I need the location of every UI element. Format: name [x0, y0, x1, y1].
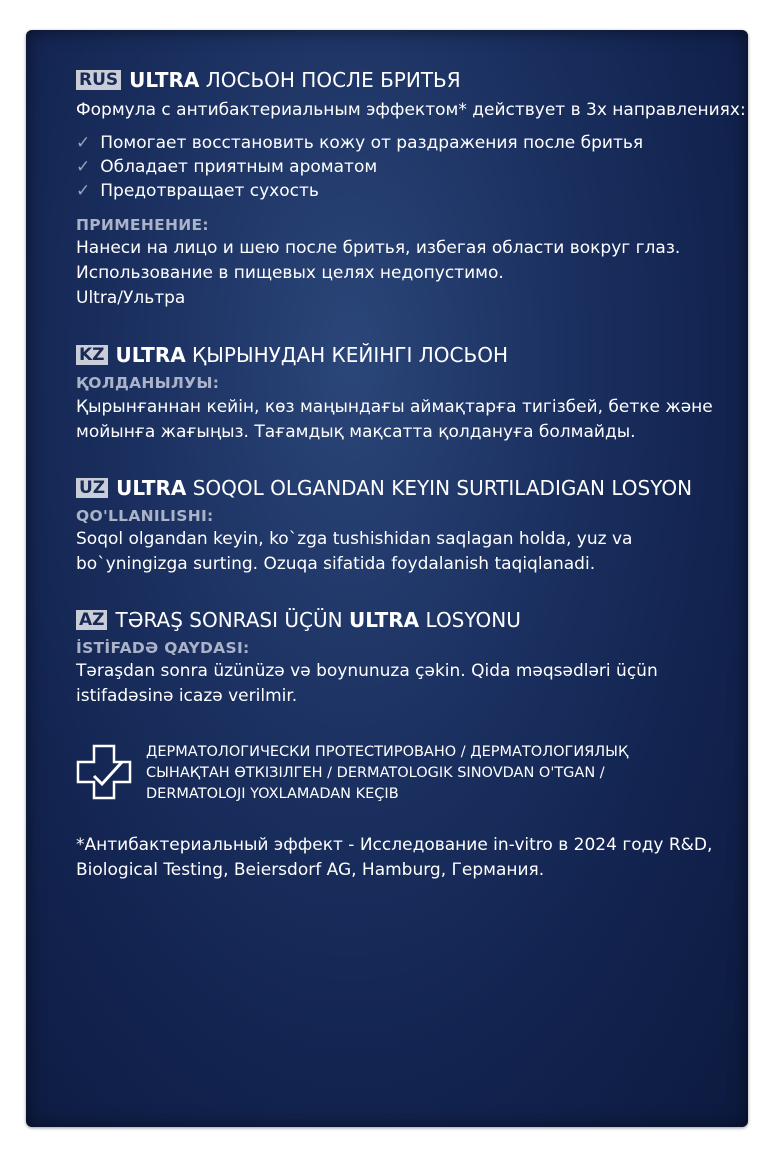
cert-line: ДЕРМАТОЛОГИЧЕСКИ ПРОТЕСТИРОВАНО / ДЕРМАТОЛОГИЯЛЫҚ [146, 744, 629, 760]
ru-intro: Формула с антибактериальным эффектом* действует в 3х направлениях: [76, 100, 746, 120]
check-icon: ✓ [76, 133, 91, 153]
uz-heading [76, 476, 692, 500]
kz-usage-line: мойынға жағыңыз. Тағамдық мақсатта қолдануға болмайды. [76, 422, 636, 442]
ru-title: ЛОСЬОН ПОСЛЕ БРИТЬЯ [199, 68, 461, 92]
az-usage-line: istifadəsinə icazə verilmir. [76, 686, 298, 706]
uz-brand: ULTRA [116, 476, 187, 500]
ru-brand: ULTRA [129, 68, 200, 92]
product-box-panel [26, 30, 748, 1127]
footnote-line: Biological Testing, Beiersdorf AG, Hamburg, Германия. [76, 860, 545, 880]
ru-bullet [76, 155, 377, 180]
ru-bullet-text: Предотвращает сухость [100, 181, 319, 201]
uz-usage-line: bo`yningizga surting. Ozuqa sifatida foydalanish taqiqlanadi. [76, 554, 596, 574]
ru-usage-line: Ultra/Ультра [76, 288, 186, 308]
uz-title: SOQOL OLGANDAN KEYIN SURTILADIGAN LOSYON [186, 476, 693, 500]
az-title-post: LOSYONU [419, 608, 521, 632]
ru-usage-line: Использование в пищевых целях недопустимо. [76, 263, 504, 283]
az-brand: ULTRA [348, 608, 420, 632]
cert-line: СЫНАҚТАН ӨТКІЗІЛГЕН / DERMATOLOGIK SINOVDAN O'TGAN / [146, 765, 605, 781]
kz-lang-tag: KZ [76, 345, 108, 365]
kz-title: ҚЫРЫНУДАН КЕЙІНГІ ЛОСЬОН [185, 343, 508, 367]
az-title-pre: TƏRAŞ SONRASI ÜÇÜN [115, 608, 349, 632]
ru-bullet [76, 179, 319, 204]
ru-lang-tag: RUS [76, 70, 121, 90]
kz-usage-line: Қырынғаннан кейін, көз маңындағы аймақтарға тигізбей, бетке және [76, 397, 713, 417]
cert-line: DERMATOLOJI YOXLAMADAN KEÇIB [146, 786, 399, 802]
ru-bullet-text: Помогает восстановить кожу от раздражения после бритья [100, 133, 644, 153]
uz-usage-label: QO'LLANILISHI: [76, 507, 214, 525]
ru-usage-label: ПРИМЕНЕНИЕ: [76, 216, 209, 234]
kz-brand: ULTRA [115, 343, 186, 367]
uz-usage-line: Soqol olgandan keyin, ko`zga tushishidan saqlagan holda, yuz va [76, 529, 633, 549]
ru-bullet [76, 131, 643, 156]
footnote-line: *Антибактериальный эффект - Исследование in-vitro в 2024 году R&D, [76, 835, 713, 855]
az-heading [76, 608, 521, 632]
check-icon: ✓ [76, 157, 91, 177]
kz-heading [76, 343, 508, 367]
az-usage-label: İSTİFADƏ QAYDASI: [76, 639, 250, 657]
ru-bullet-text: Обладает приятным ароматом [100, 157, 378, 177]
az-usage-line: Təraşdan sonra üzünüzə və boynunuza çəkin. Qida məqsədləri üçün [76, 661, 658, 681]
check-icon: ✓ [76, 181, 91, 201]
dermatology-cross-icon [74, 742, 134, 802]
kz-usage-label: ҚОЛДАНЫЛУЫ: [76, 374, 220, 392]
ru-usage-line: Нанеси на лицо и шею после бритья, избегая области вокруг глаз. [76, 238, 681, 258]
az-lang-tag: AZ [76, 610, 107, 630]
uz-lang-tag: UZ [76, 478, 108, 498]
ru-heading [76, 68, 461, 92]
